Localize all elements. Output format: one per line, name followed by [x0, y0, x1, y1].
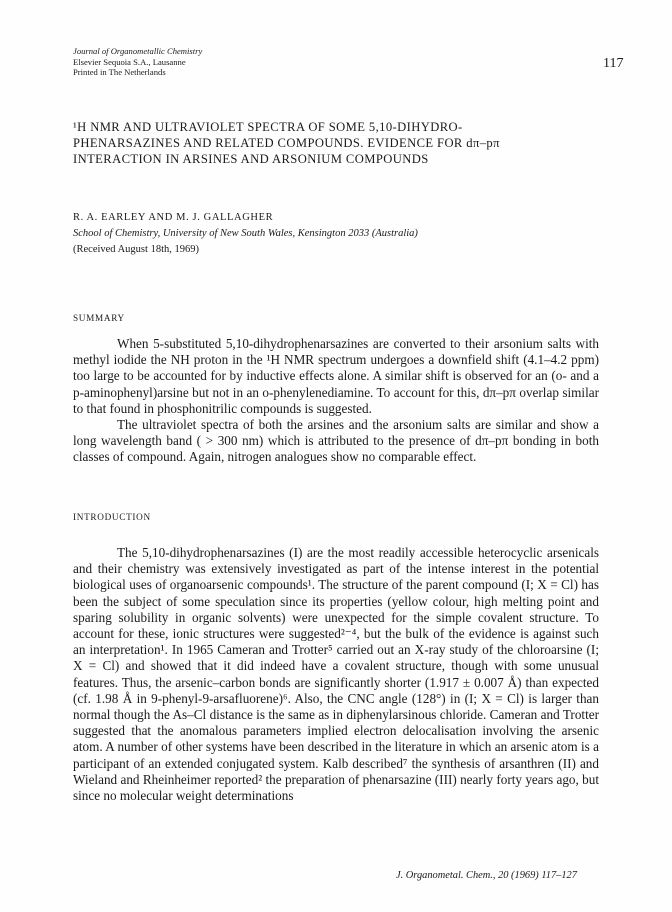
- publisher-line: Elsevier Sequoia S.A., Lausanne: [73, 56, 186, 67]
- received-date: (Received August 18th, 1969): [73, 244, 199, 255]
- page-number: 117: [603, 56, 624, 71]
- affiliation: School of Chemistry, University of New South Wales, Kensington 2033 (Australia): [73, 228, 418, 239]
- article-title: [73, 119, 593, 167]
- title-line-1: ¹H NMR AND ULTRAVIOLET SPECTRA OF SOME 5,10-DIHYDRO-: [73, 120, 463, 134]
- journal-citation: J. Organometal. Chem., 20 (1969) 117–127: [396, 870, 577, 881]
- introduction-heading: INTRODUCTION: [73, 512, 151, 522]
- title-line-3: INTERACTION IN ARSINES AND ARSONIUM COMPOUNDS: [73, 152, 429, 166]
- summary-paragraph-2: The ultraviolet spectra of both the arsines and the arsonium salts are similar and show a long wavelength band ( > 300 nm) which is attributed to the presence of dπ–pπ bonding in both classes of compound. Again, nitrogen analogues show no comparable effect.: [73, 417, 599, 465]
- title-line-2: PHENARSAZINES AND RELATED COMPOUNDS. EVIDENCE FOR dπ–pπ: [73, 136, 500, 150]
- printed-line: Printed in The Netherlands: [73, 67, 166, 78]
- summary-paragraph-1: When 5-substituted 5,10-dihydrophenarsazines are converted to their arsonium salts with methyl iodide the NH proton in the ¹H NMR spectrum undergoes a downfield shift (4.1–4.2 ppm) too large to be accounted for by inductive effects alone. A similar shift is observed for an (o- and a p-aminophenyl)arsine but not in an o-phenylenediamine. To account for this, dπ–pπ overlap similar to that found in phosphonitrilic compounds is suggested.: [73, 336, 599, 416]
- summary-heading: SUMMARY: [73, 313, 125, 323]
- introduction-body: [73, 545, 599, 804]
- journal-header: [73, 46, 202, 78]
- author-block: [73, 210, 418, 258]
- summary-body: [73, 336, 599, 466]
- introduction-paragraph-1: The 5,10-dihydrophenarsazines (I) are the most readily accessible heterocyclic arsenicals and their chemistry was extensively investigated as part of the intense interest in the potential biological uses of organoarsenic compounds¹. The structure of the parent compound (I; X = Cl) has been the subject of some speculation since its properties (yellow colour, high melting point and sparing solubility in organic solvents) were unexpected for the simple covalent structure. To account for these, ionic structures were suggested²⁻⁴, but the bulk of the evidence is against such an interpretation¹. In 1965 Cameran and Trotter⁵ carried out an X-ray study of the chloroarsine (I; X = Cl) and showed that it did indeed have a covalent structure, though with some unusual features. Thus, the arsenic–carbon bonds are significantly shorter (1.917 ± 0.007 Å) than expected (cf. 1.98 Å in 9-phenyl-9-arsafluorene)⁶. Also, the CNC angle (128°) in (I; X = Cl) is larger than normal though the As–Cl distance is the same as in diphenylarsinous chloride. Cameran and Trotter suggested that the anomalous parameters implied electron delocalisation involving the arsenic atom. A number of other systems have been described in the literature in which an arsenic atom is a participant of an extended conjugated system. Kalb described⁷ the synthesis of arsanthren (II) and Wieland and Rheinheimer reported² the preparation of phenarsazine (III) nearly forty years ago, but since no molecular weight determinations: [73, 545, 599, 804]
- author-names: R. A. EARLEY AND M. J. GALLAGHER: [73, 212, 274, 223]
- journal-name: Journal of Organometallic Chemistry: [73, 46, 203, 56]
